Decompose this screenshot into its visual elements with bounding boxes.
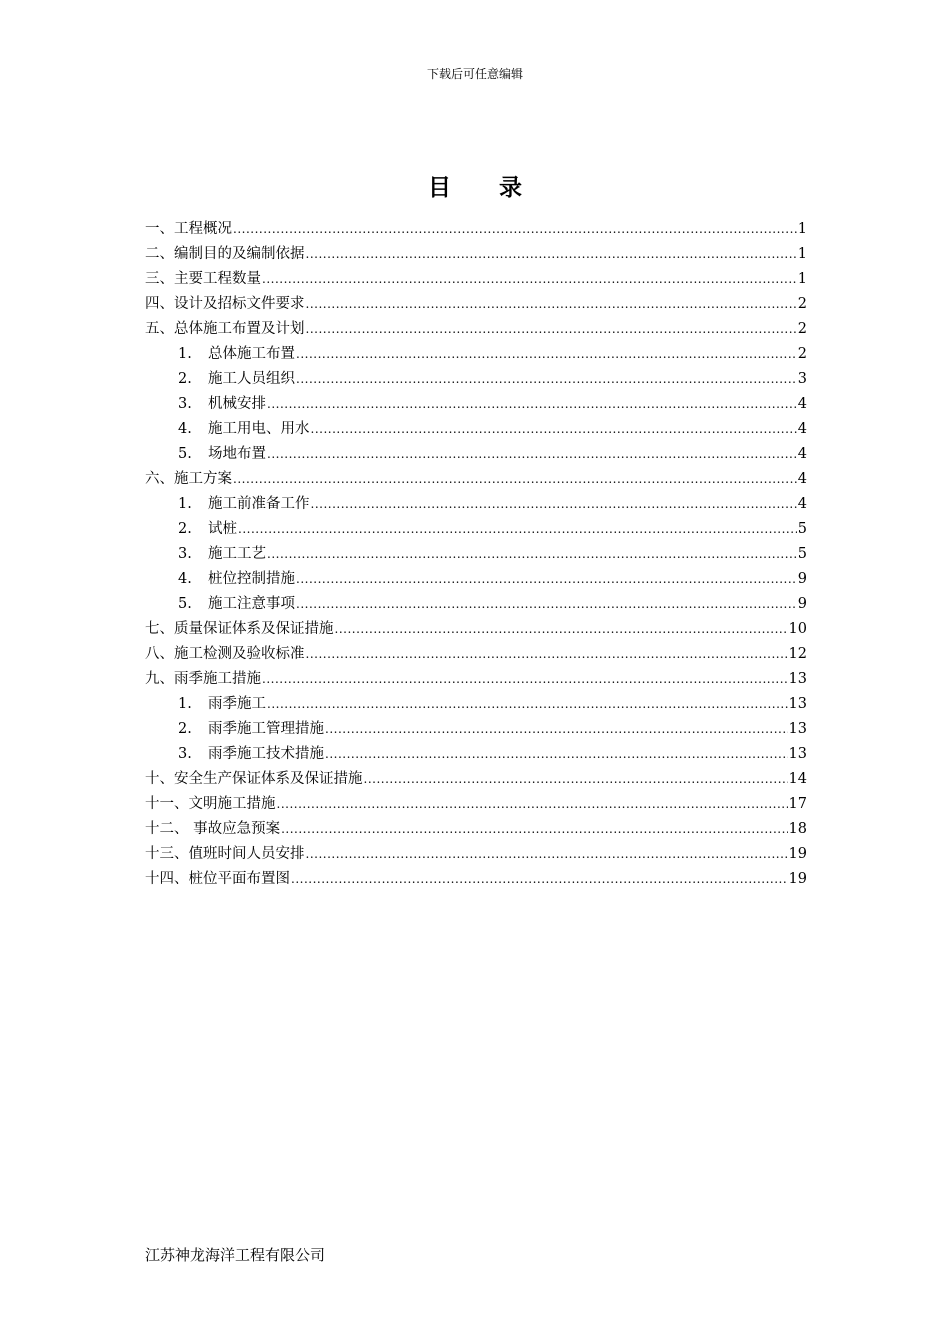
toc-dot-leader (267, 692, 788, 717)
toc-entry[interactable] (145, 217, 807, 242)
toc-entry-number: 1. (178, 696, 192, 712)
toc-entry[interactable] (145, 392, 807, 417)
toc-entry[interactable] (145, 242, 807, 267)
toc-entry-page-number: 13 (788, 696, 807, 712)
toc-entry[interactable] (145, 817, 807, 842)
toc-entry-page-number: 5 (797, 546, 807, 562)
toc-entry-number: 2. (178, 371, 192, 387)
toc-entry[interactable] (145, 767, 807, 792)
toc-dot-leader (267, 542, 797, 567)
toc-entry[interactable] (145, 867, 807, 892)
toc-entry-page-number: 4 (797, 396, 807, 412)
toc-dot-leader (325, 742, 788, 767)
toc-entry-number: 5. (178, 596, 192, 612)
toc-dot-leader (306, 292, 797, 317)
toc-entry-page-number: 4 (797, 471, 807, 487)
toc-entry-page-number: 4 (797, 421, 807, 437)
toc-entry-label: 十一、文明施工措施 (145, 796, 276, 812)
toc-entry-label: 十四、桩位平面布置图 (145, 871, 290, 887)
toc-dot-leader (311, 492, 797, 517)
toc-entry-page-number: 1 (797, 271, 807, 287)
toc-entry-number: 1. (178, 496, 192, 512)
toc-entry-label: 施工注意事项 (208, 596, 295, 612)
toc-entry-label: 二、编制目的及编制依据 (145, 246, 305, 262)
toc-dot-leader (306, 642, 788, 667)
toc-entry[interactable] (145, 592, 807, 617)
toc-entry[interactable] (145, 517, 807, 542)
toc-entry-label: 桩位控制措施 (208, 571, 295, 587)
toc-entry[interactable] (145, 492, 807, 517)
toc-entry-label: 总体施工布置 (208, 346, 295, 362)
toc-entry[interactable] (145, 792, 807, 817)
toc-entry[interactable] (145, 742, 807, 767)
toc-entry[interactable] (145, 467, 807, 492)
toc-entry-number: 5. (178, 446, 192, 462)
toc-entry-number: 3. (178, 746, 192, 762)
toc-entry[interactable] (145, 667, 807, 692)
toc-dot-leader (311, 417, 797, 442)
toc-entry-number: 2. (178, 721, 192, 737)
toc-entry-label: 雨季施工技术措施 (208, 746, 324, 762)
toc-dot-leader (296, 342, 797, 367)
toc-entry-page-number: 13 (788, 721, 807, 737)
toc-dot-leader (325, 717, 788, 742)
toc-entry[interactable] (145, 417, 807, 442)
toc-entry-number: 4. (178, 421, 192, 437)
toc-dot-leader (296, 367, 797, 392)
toc-dot-leader (233, 467, 797, 492)
toc-entry-number: 4. (178, 571, 192, 587)
toc-entry-page-number: 4 (797, 446, 807, 462)
toc-entry[interactable] (145, 317, 807, 342)
toc-dot-leader (277, 792, 788, 817)
toc-entry-page-number: 1 (797, 246, 807, 262)
toc-dot-leader (262, 267, 797, 292)
toc-entry-page-number: 5 (797, 521, 807, 537)
toc-entry[interactable] (145, 292, 807, 317)
header-note: 下载后可任意编辑 (426, 67, 523, 81)
toc-entry[interactable] (145, 692, 807, 717)
toc-entry-label: 试桩 (208, 521, 237, 537)
page-title: 目 录 (427, 174, 542, 201)
toc-entry-page-number: 4 (797, 496, 807, 512)
toc-entry-label: 一、工程概况 (145, 221, 232, 237)
toc-entry-number: 2. (178, 521, 192, 537)
toc-dot-leader (296, 592, 797, 617)
toc-entry-label: 四、设计及招标文件要求 (145, 296, 305, 312)
toc-entry-page-number: 1 (797, 221, 807, 237)
toc-entry-label: 施工工艺 (208, 546, 266, 562)
toc-entry[interactable] (145, 367, 807, 392)
toc-dot-leader (238, 517, 797, 542)
toc-entry-label: 八、施工检测及验收标准 (145, 646, 305, 662)
toc-entry-label: 三、主要工程数量 (145, 271, 261, 287)
toc-entry-label: 十二、 事故应急预案 (145, 821, 281, 837)
toc-entry-label: 九、雨季施工措施 (145, 671, 261, 687)
toc-entry-page-number: 2 (797, 321, 807, 337)
toc-entry[interactable] (145, 642, 807, 667)
table-of-contents (145, 217, 807, 892)
toc-entry-page-number: 13 (788, 746, 807, 762)
toc-entry[interactable] (145, 542, 807, 567)
toc-entry-label: 施工前准备工作 (208, 496, 310, 512)
toc-entry[interactable] (145, 342, 807, 367)
toc-entry-label: 十三、值班时间人员安排 (145, 846, 305, 862)
toc-entry[interactable] (145, 717, 807, 742)
toc-entry-page-number: 19 (788, 871, 807, 887)
toc-dot-leader (267, 442, 797, 467)
toc-dot-leader (233, 217, 797, 242)
toc-entry-page-number: 2 (797, 346, 807, 362)
toc-entry-label: 施工人员组织 (208, 371, 295, 387)
toc-dot-leader (296, 567, 797, 592)
toc-entry-page-number: 9 (797, 571, 807, 587)
toc-entry-page-number: 2 (797, 296, 807, 312)
toc-entry-label: 场地布置 (208, 446, 266, 462)
toc-entry-label: 六、施工方案 (145, 471, 232, 487)
toc-dot-leader (335, 617, 788, 642)
toc-entry-label: 七、质量保证体系及保证措施 (145, 621, 334, 637)
toc-entry-page-number: 17 (788, 796, 807, 812)
toc-dot-leader (364, 767, 788, 792)
toc-entry[interactable] (145, 442, 807, 467)
toc-entry[interactable] (145, 617, 807, 642)
toc-dot-leader (306, 317, 797, 342)
toc-entry[interactable] (145, 567, 807, 592)
toc-entry-page-number: 3 (797, 371, 807, 387)
toc-entry-number: 3. (178, 546, 192, 562)
toc-entry[interactable] (145, 842, 807, 867)
toc-dot-leader (281, 817, 787, 842)
toc-entry-label: 五、总体施工布置及计划 (145, 321, 305, 337)
toc-entry-page-number: 18 (788, 821, 807, 837)
toc-entry-label: 雨季施工 (208, 696, 266, 712)
toc-entry-page-number: 9 (797, 596, 807, 612)
toc-entry-label: 机械安排 (208, 396, 266, 412)
toc-entry-number: 1. (178, 346, 192, 362)
footer-company-name: 江苏神龙海洋工程有限公司 (145, 1246, 326, 1264)
toc-entry[interactable] (145, 267, 807, 292)
toc-entry-label: 施工用电、用水 (208, 421, 310, 437)
toc-dot-leader (306, 242, 797, 267)
toc-dot-leader (262, 667, 788, 692)
toc-entry-label: 十、安全生产保证体系及保证措施 (145, 771, 363, 787)
toc-dot-leader (291, 867, 788, 892)
toc-entry-page-number: 14 (788, 771, 807, 787)
toc-dot-leader (267, 392, 797, 417)
toc-entry-page-number: 13 (788, 671, 807, 687)
toc-entry-label: 雨季施工管理措施 (208, 721, 324, 737)
toc-entry-page-number: 12 (788, 646, 807, 662)
toc-entry-page-number: 19 (788, 846, 807, 862)
toc-dot-leader (306, 842, 788, 867)
toc-entry-page-number: 10 (788, 621, 807, 637)
toc-entry-number: 3. (178, 396, 192, 412)
